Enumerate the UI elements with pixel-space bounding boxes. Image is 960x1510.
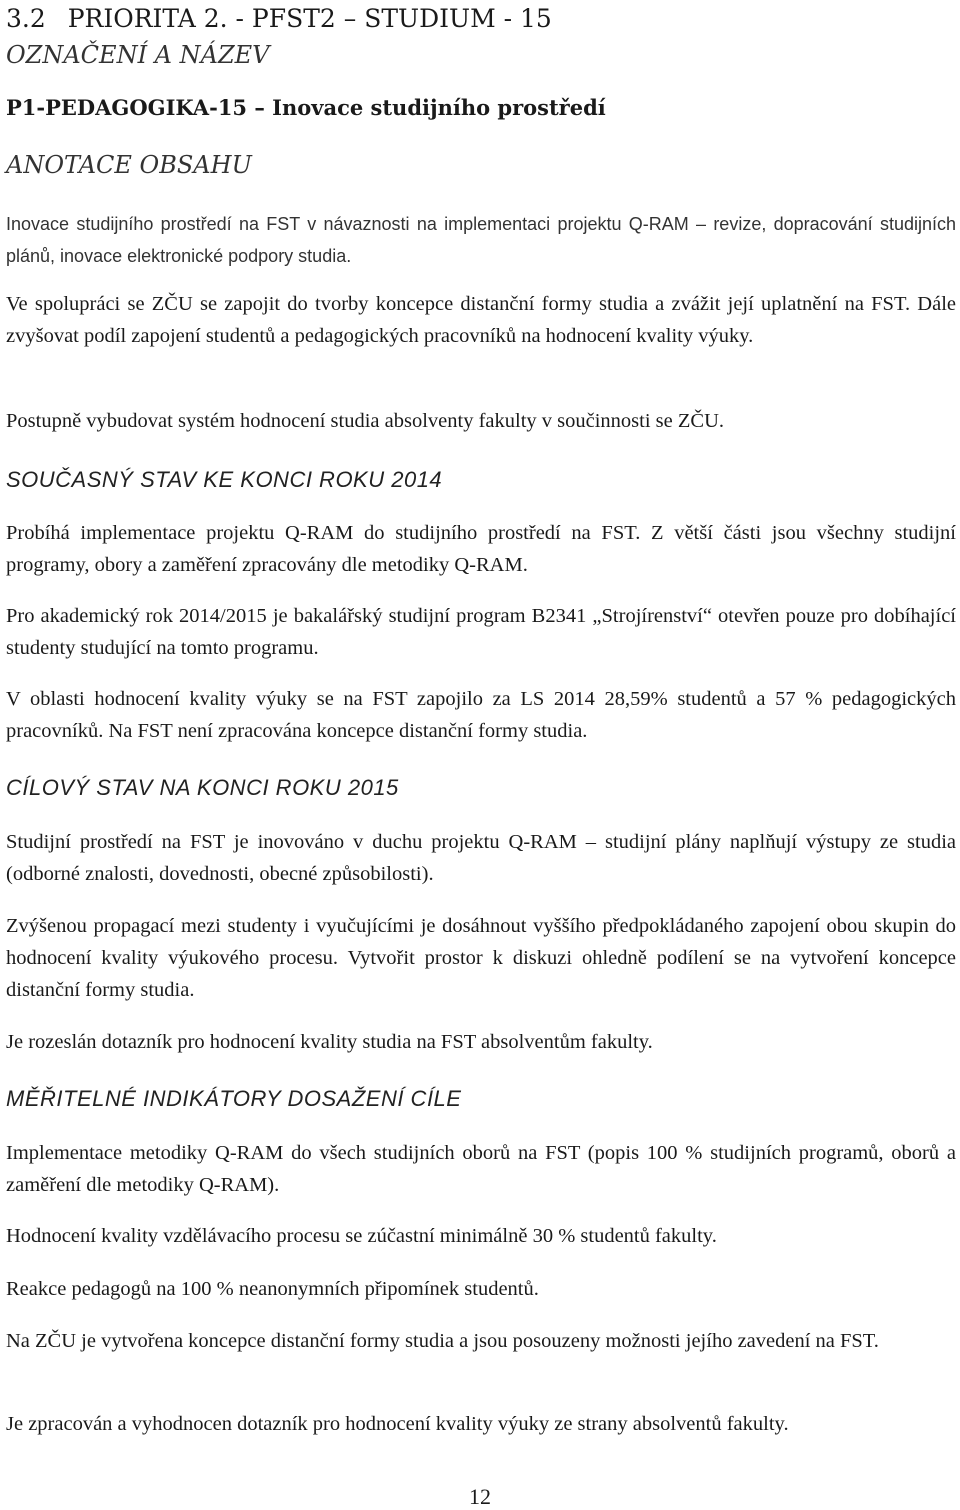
meritelne-paragraph-3: Reakce pedagogů na 100 % neanonymních připomínek studentů. bbox=[6, 1278, 539, 1300]
section-title-anotace: ANOTACE OBSAHU bbox=[6, 151, 252, 179]
section-title-soucasny: SOUČASNÝ STAV KE KONCI ROKU 2014 bbox=[6, 467, 443, 492]
soucasny-paragraph-3: V oblasti hodnocení kvality výuky se na FST zapojilo za LS 2014 28,59% studentů a 57 % pedagogických pracovníků. Na FST není zpracována koncepce distanční formy studia. bbox=[6, 688, 956, 742]
cilovy-paragraph-1: Studijní prostředí na FST je inovováno v duchu projektu Q-RAM – studijní plány naplňují výstupy ze studia (odborné znalosti, dovednosti, obecné způsobilosti). bbox=[6, 831, 956, 885]
project-name: P1-PEDAGOGIKA-15 – Inovace studijního prostředí bbox=[6, 95, 606, 120]
meritelne-paragraph-1: Implementace metodiky Q-RAM do všech studijních oborů na FST (popis 100 % studijních programů, oborů a zaměření dle metodiky Q-RAM). bbox=[6, 1142, 956, 1196]
chapter-heading bbox=[6, 2, 956, 36]
soucasny-paragraph-1: Probíhá implementace projektu Q-RAM do studijního prostředí na FST. Z větší části jsou všechny studijní programy, obory a zaměření zpracovány dle metodiky Q-RAM. bbox=[6, 522, 956, 576]
chapter-number: 3.2 bbox=[6, 4, 46, 33]
meritelne-paragraph-4: Na ZČU je vytvořena koncepce distanční formy studia a jsou posouzeny možnosti jejího zavedení na FST. bbox=[6, 1330, 879, 1352]
anotace-paragraph-1: Inovace studijního prostředí na FST v návaznosti na implementaci projektu Q-RAM – revize, dopracování studijních plánů, inovace elektronické podpory studia. bbox=[6, 214, 956, 266]
cilovy-paragraph-3: Je rozeslán dotazník pro hodnocení kvality studia na FST absolventům fakulty. bbox=[6, 1031, 653, 1053]
soucasny-paragraph-2: Pro akademický rok 2014/2015 je bakalářský studijní program B2341 „Strojírenství“ otevřen pouze pro dobíhající studenty studující na tomto programu. bbox=[6, 605, 956, 659]
section-title-oznaceni: OZNAČENÍ A NÁZEV bbox=[6, 41, 270, 69]
section-title-cilovy: CÍLOVÝ STAV NA KONCI ROKU 2015 bbox=[6, 775, 399, 800]
cilovy-paragraph-2: Zvýšenou propagací mezi studenty i vyučujícími je dosáhnout vyššího předpokládaného zapojení obou skupin do hodnocení kvality výukového procesu. Vytvořit prostor k diskuzi ohledně podílení se na vytvoření koncepce distanční formy studia. bbox=[6, 915, 956, 1001]
meritelne-paragraph-5: Je zpracován a vyhodnocen dotazník pro hodnocení kvality výuky ze strany absolventů fakulty. bbox=[6, 1413, 789, 1435]
anotace-paragraph-3: Postupně vybudovat systém hodnocení studia absolventy fakulty v součinnosti se ZČU. bbox=[6, 410, 725, 432]
section-title-meritelne: MĚŘITELNÉ INDIKÁTORY DOSAŽENÍ CÍLE bbox=[6, 1086, 462, 1111]
meritelne-paragraph-2: Hodnocení kvality vzdělávacího procesu se zúčastní minimálně 30 % studentů fakulty. bbox=[6, 1225, 717, 1247]
anotace-paragraph-2: Ve spolupráci se ZČU se zapojit do tvorby koncepce distanční formy studia a zvážit její uplatnění na FST. Dále zvyšovat podíl zapojení studentů a pedagogických pracovníků na hodnocení kvality výuky. bbox=[6, 293, 956, 347]
page-number: 12 bbox=[469, 1484, 491, 1509]
chapter-title: PRIORITA 2. - PFST2 – STUDIUM - 15 bbox=[67, 4, 552, 33]
